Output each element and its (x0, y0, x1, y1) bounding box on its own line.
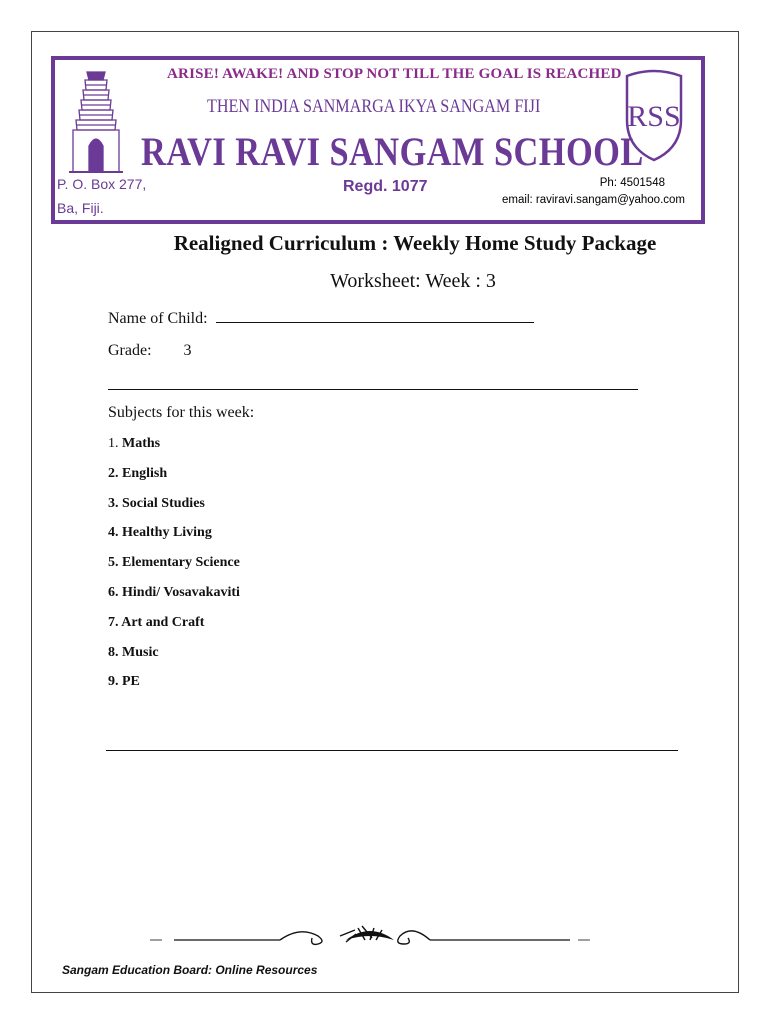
email: email: raviravi.sangam@yahoo.com (502, 194, 685, 206)
child-name-label: Name of Child: (108, 310, 208, 327)
bottom-separator-line (106, 750, 678, 751)
list-item: 4. Healthy Living (108, 525, 212, 541)
motto: ARISE! AWAKE! AND STOP NOT TILL THE GOAL IS REACHED (167, 66, 622, 82)
grade-value: 3 (183, 342, 192, 359)
city: Ba, Fiji. (57, 200, 104, 216)
letterhead (51, 56, 705, 224)
list-item: 8. Music (108, 644, 159, 660)
rss-logo-text: RSS (627, 100, 681, 133)
child-name-blank[interactable] (216, 322, 534, 323)
subject-list (108, 436, 240, 704)
temple-logo (65, 68, 127, 180)
list-item: 6. Hindi/ Vosavakaviti (108, 584, 240, 600)
separator-line (108, 389, 638, 390)
registration-number: Regd. 1077 (343, 178, 428, 195)
worksheet-subtitle: Worksheet: Week : 3 (330, 270, 496, 292)
school-name: RAVI RAVI SANGAM SCHOOL (141, 129, 644, 174)
po-box: P. O. Box 277, (57, 176, 147, 192)
list-item: 2. English (108, 465, 168, 481)
grade-field (108, 342, 192, 360)
list-item: 7. Art and Craft (108, 614, 205, 630)
list-item: 1. Maths (108, 436, 161, 451)
grade-label: Grade: (108, 342, 152, 359)
document-title: Realigned Curriculum : Weekly Home Study Package (173, 231, 657, 255)
rss-shield-logo (621, 68, 687, 164)
subjects-heading: Subjects for this week: (108, 404, 255, 421)
list-item: 3. Social Studies (108, 495, 205, 511)
footer-text: Sangam Education Board: Online Resources (62, 963, 318, 977)
organization-name: THEN INDIA SANMARGA IKYA SANGAM FIJI (207, 96, 541, 117)
child-name-field (108, 310, 534, 328)
list-item: 9. PE (108, 674, 140, 690)
phone: Ph: 4501548 (599, 177, 665, 189)
ornament-divider-icon (150, 920, 590, 950)
list-item: 5. Elementary Science (108, 555, 240, 571)
